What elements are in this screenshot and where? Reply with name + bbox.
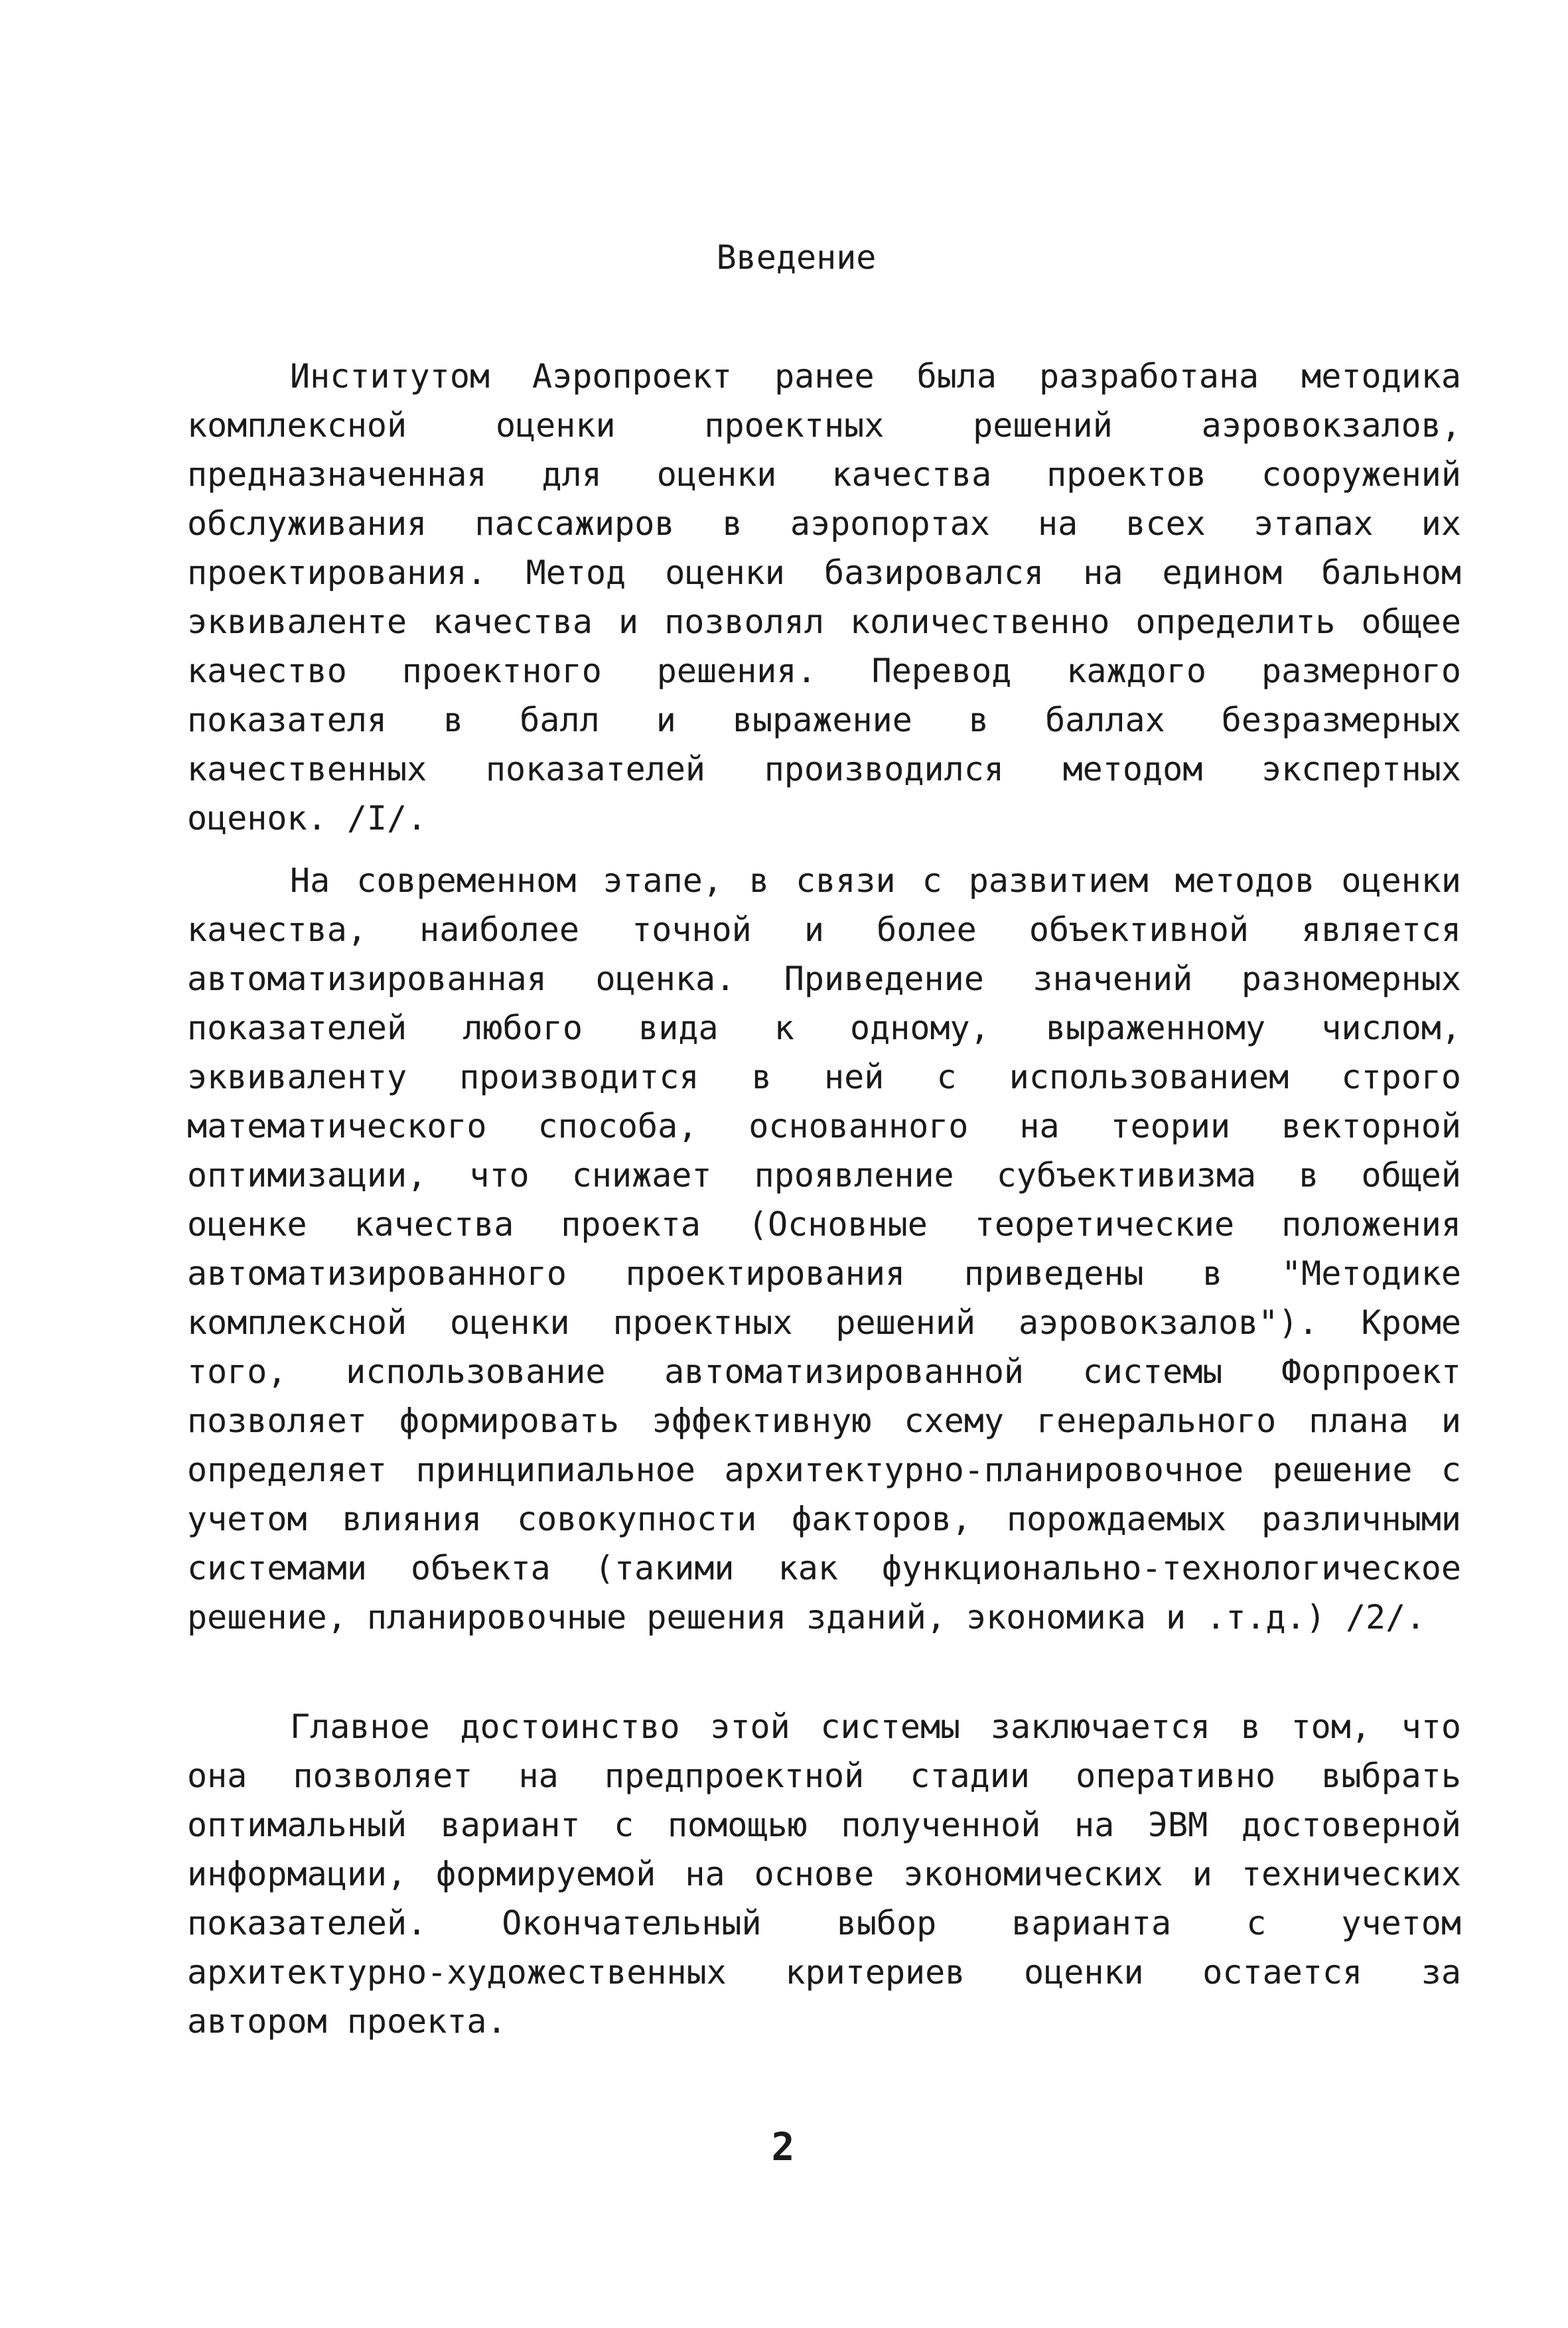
page-title: Введение	[716, 238, 877, 277]
paragraph-3: Главное достоинство этой системы заключается в том, что она позволяет на предпроектной стадии оперативно выбрать оптимальный вариант с помощью полученной на ЭВМ достоверной информации, формируемой на основе экономических и технических показателей. Окончательный выбор варианта с учетом архитектурно-художественных критериев оценки остается за автором проекта.	[187, 1708, 1461, 2041]
paragraph-2: На современном этапе, в связи с развитием методов оценки качества, наиболее точной и более объективной является автоматизированная оценка. Приведение значений разномерных показателей любого вида к одному, выраженному числом, эквиваленту производится в ней с использованием строго математического способа, основанного на теории векторной оптимизации, что снижает проявление субъективизма в общей оценке качества проекта (Основные теоретические положения автоматизированного проектирования приведены в "Методике комплексной оценки проектных решений аэровокзалов"). Кроме того, использование автоматизированной системы Форпроект позволяет формировать эффективную схему генерального плана и определяет принципиальное архитектурно-планировочное решение с учетом влияния совокупности факторов, порождаемых различными системами объекта (такими как функционально-технологическое решение, планировочные решения зданий, экономика и .т.д.) /2/.	[187, 861, 1461, 1637]
page-number: 2	[771, 2124, 795, 2169]
paragraph-1: Институтом Аэропроект ранее была разработана методика комплексной оценки проектных решений аэровокзалов, предназначенная для оценки качества проектов сооружений обслуживания пассажиров в аэропортах на всех этапах их проектирования. Метод оценки базировался на едином бальном эквиваленте качества и позволял количественно определить общее качество проектного решения. Перевод каждого размерного показателя в балл и выражение в баллах безразмерных качественных показателей производился методом экспертных оценок. /I/.	[187, 357, 1461, 837]
